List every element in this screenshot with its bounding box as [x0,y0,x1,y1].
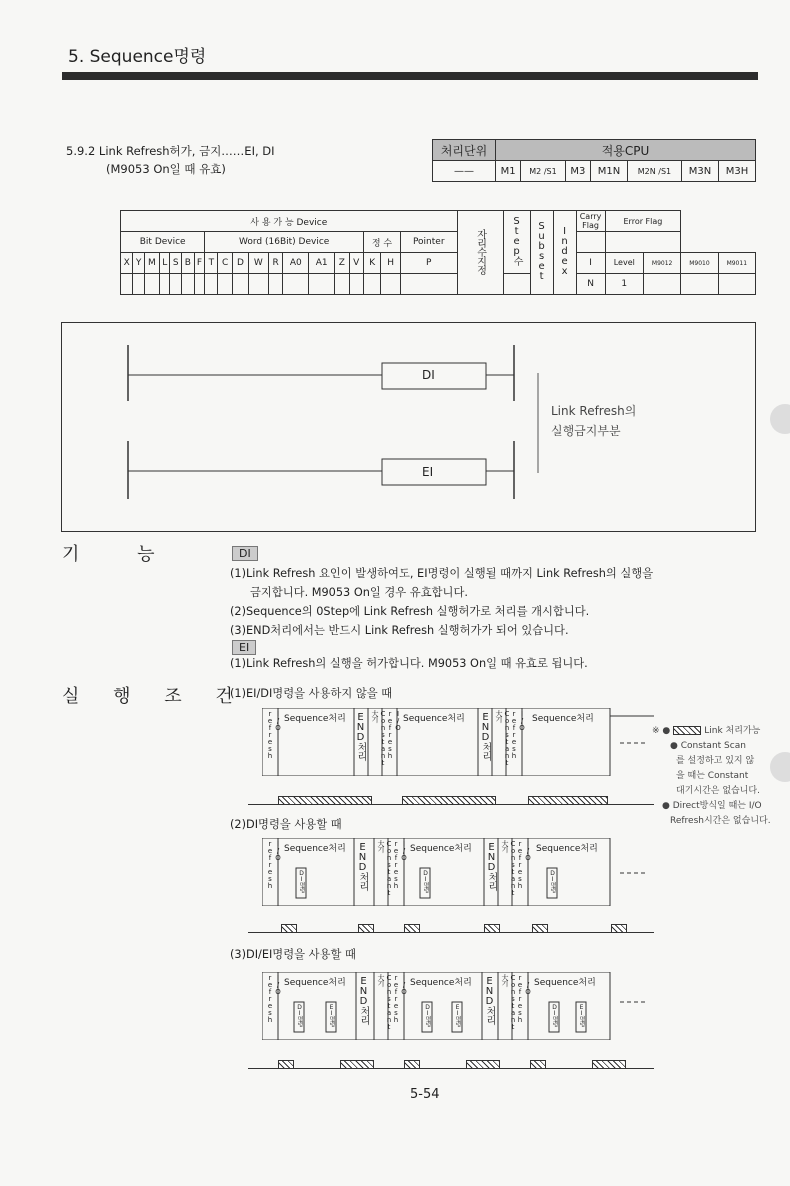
blank [576,232,605,253]
cpu-table [432,139,756,182]
binder-hole-1 [770,404,790,434]
col-t: T [205,253,218,274]
case1-seq-2: Sequence처리 [403,714,465,724]
case1-hatch-3 [528,796,608,805]
word-header: Word (16Bit) Device [205,232,364,253]
di-line-2: 금지합니다. M9053 On일 경우 유효합니다. [250,586,468,599]
cpu-m3: M3 [565,161,590,182]
unit-label: 처리단위 [433,140,496,161]
usable-header: 사 용 가 능 Device [121,211,458,232]
exec-heading: 실 행 조 건 [62,686,247,707]
binder-hole-2 [770,752,790,782]
case3-const-1: Constant 大기 [377,974,393,1030]
di-line-1: (1)Link Refresh 요인이 발생하여도, EI명령이 실행될 때까지 Link Refresh의 실행을 [230,567,654,580]
case1-seq-1: Sequence처리 [284,714,346,724]
case2-timeline [262,838,654,906]
ladder-ei-label: EI [422,465,434,479]
case2-end-1: END처리 [357,842,368,890]
col-l: L [159,253,169,274]
case3-ei-2: EI명령 [454,1004,461,1026]
case1-hatch-1 [278,796,372,805]
cpu-m3n: M3N [682,161,719,182]
case3-hatch-6 [592,1060,626,1069]
case3-hatch-1 [278,1060,294,1069]
extra-header-error: Error Flag [605,211,681,232]
case3-seq-1: Sequence처리 [284,978,346,988]
page-header-title: 5. Sequence명령 [68,47,207,67]
cpu-m1n: M1N [590,161,627,182]
di-tag: DI [232,546,258,561]
case3-io-3: I/O refresh [516,974,532,1023]
case2-hatch-4 [484,924,500,933]
case2-io-1: I/O refresh [266,840,282,889]
case2-di-2: DI명령 [422,870,429,892]
di-tag-wrap [232,542,258,561]
cpu-m3h: M3H [718,161,755,182]
device-table [120,210,756,295]
case2-axis [248,932,654,933]
case3-timeline [262,972,654,1040]
col-x: X [121,253,133,274]
case2-hatch-1 [281,924,297,933]
case2-end-2: END처리 [486,842,497,890]
col-f: F [194,253,205,274]
ei-line-1: (1)Link Refresh의 실행을 허가합니다. M9053 On일 때 유효로 됩니다. [230,657,588,670]
extra-header-digit: 자리수지정 [474,228,486,274]
case3-const-2: Constant 大기 [501,974,517,1030]
case2-di-1: DI명령 [298,870,305,892]
case2-di-3: DI명령 [549,870,556,892]
case1-const-2: Constant 大기 [495,710,511,766]
col-b: B [182,253,194,274]
col-c: C [218,253,233,274]
flag-m9012: M9012 [644,253,681,274]
case1-io-2: I/O refresh [386,710,402,759]
case3-ei-3: EI명령 [578,1004,585,1026]
case3-di-1: DI명령 [296,1004,303,1026]
note-4: 을 때는 Constant [676,771,749,781]
col-i: I [576,253,605,274]
col-y: Y [133,253,144,274]
note-0: ※ ● [652,726,671,736]
case1-io-1: I/O refresh [266,710,282,759]
case1-const-1: Constant 大기 [371,710,387,766]
col-n: N [576,274,605,295]
case3-hatch-3 [404,1060,420,1069]
note-3: 를 설정하고 있지 않 [676,756,755,766]
case3-hatch-5 [530,1060,546,1069]
blank [605,232,681,253]
col-a0: A0 [283,253,309,274]
flag-m9011: M9011 [718,253,755,274]
bit-header: Bit Device [121,232,205,253]
case3-ei-1: EI명령 [328,1004,335,1026]
case2-hatch-2 [358,924,374,933]
case3-io-1: I/O refresh [266,974,282,1023]
note-5: 대기시간은 없습니다. [676,786,760,796]
case2-seq-2: Sequence처리 [410,844,472,854]
exec-notes [652,724,771,829]
case2-seq-3: Sequence처리 [536,844,598,854]
ladder-diagram [61,322,756,532]
cpu-m2s1: M2 /S1 [521,161,566,182]
extra-header-subset: Subset [536,221,548,281]
extra-header-index: Index [559,226,571,276]
case1-seq-3: Sequence처리 [532,714,594,724]
case2-seq-1: Sequence처리 [284,844,346,854]
extra-header-carry: Carry Flag [576,211,605,232]
function-heading: 기 능 [62,544,161,565]
case1-end-2: END처리 [480,712,491,760]
case3-seq-2: Sequence처리 [410,978,472,988]
note-1: Link 처리가능 [704,726,761,736]
extra-header-step: Step수 [511,216,523,265]
ladder-di-label: DI [422,368,435,382]
col-m: M [144,253,159,274]
col-w: W [248,253,268,274]
case3-title: (3)DI/EI명령을 사용할 때 [230,948,356,961]
case2-hatch-6 [611,924,627,933]
case1-end-1: END처리 [355,712,366,760]
di-description [230,564,653,640]
unit-value: —— [433,161,496,182]
case1-title: (1)EI/DI명령을 사용하지 않을 때 [230,687,393,700]
case1-timeline [262,708,654,776]
note-6: ● Direct방식일 때는 I/O [662,801,762,811]
case2-title: (2)DI명령을 사용할 때 [230,818,342,831]
col-s: S [170,253,182,274]
case3-hatch-2 [340,1060,374,1069]
case3-di-2: DI명령 [424,1004,431,1026]
col-r: R [268,253,283,274]
ladder-svg [62,323,755,531]
case3-di-3: DI명령 [551,1004,558,1026]
section-title-block [66,142,275,178]
case2-const-1: Constant 大기 [377,840,393,896]
section-note: (M9053 On일 때 유효) [106,162,226,176]
case3-hatch-4 [466,1060,500,1069]
case2-hatch-3 [404,924,420,933]
di-line-3: (2)Sequence의 0Step에 Link Refresh 실행허가로 처리를 개시합니다. [230,605,590,618]
case3-io-2: I/O refresh [392,974,408,1023]
col-v: V [349,253,364,274]
step-value: 1 [605,274,643,295]
flag-m9010: M9010 [681,253,718,274]
ladder-note-line2: 실행금지부분 [551,424,621,438]
col-a1: A1 [309,253,335,274]
col-p: P [400,253,457,274]
case3-end-1: END처리 [358,976,369,1024]
col-h: H [381,253,401,274]
col-d: D [233,253,249,274]
note-7: Refresh시간은 없습니다. [670,816,771,826]
page-number: 5-54 [410,1087,440,1102]
case3-seq-3: Sequence처리 [534,978,596,988]
col-k: K [364,253,381,274]
note-2: ● Constant Scan [670,741,746,751]
ladder-note-line1: Link Refresh의 [551,404,637,418]
const-header: 정 수 [364,232,401,253]
cpu-m2ns1: M2N /S1 [627,161,681,182]
di-line-4: (3)END처리에서는 반드시 Link Refresh 실행허가가 되어 있습니다. [230,624,569,637]
note-hatch-sample [673,726,701,735]
col-level [605,253,643,274]
case2-const-2: Constant 大기 [501,840,517,896]
cpu-label: 적용CPU [496,140,756,161]
case3-end-2: END처리 [484,976,495,1024]
level-header: Level [613,258,635,267]
case2-io-3: I/O refresh [516,840,532,889]
section-number: 5.9.2 [66,144,96,158]
cpu-m1: M1 [496,161,521,182]
case2-io-2: I/O refresh [392,840,408,889]
col-z: Z [335,253,349,274]
case1-io-3: I/O refresh [510,710,526,759]
header-rule [62,72,758,80]
case2-hatch-5 [532,924,548,933]
case1-hatch-2 [402,796,496,805]
ei-tag: EI [232,640,256,655]
section-title: Link Refresh허가, 금지……EI, DI [98,144,275,158]
ei-tag-wrap [232,636,256,655]
pointer-header: Pointer [400,232,457,253]
